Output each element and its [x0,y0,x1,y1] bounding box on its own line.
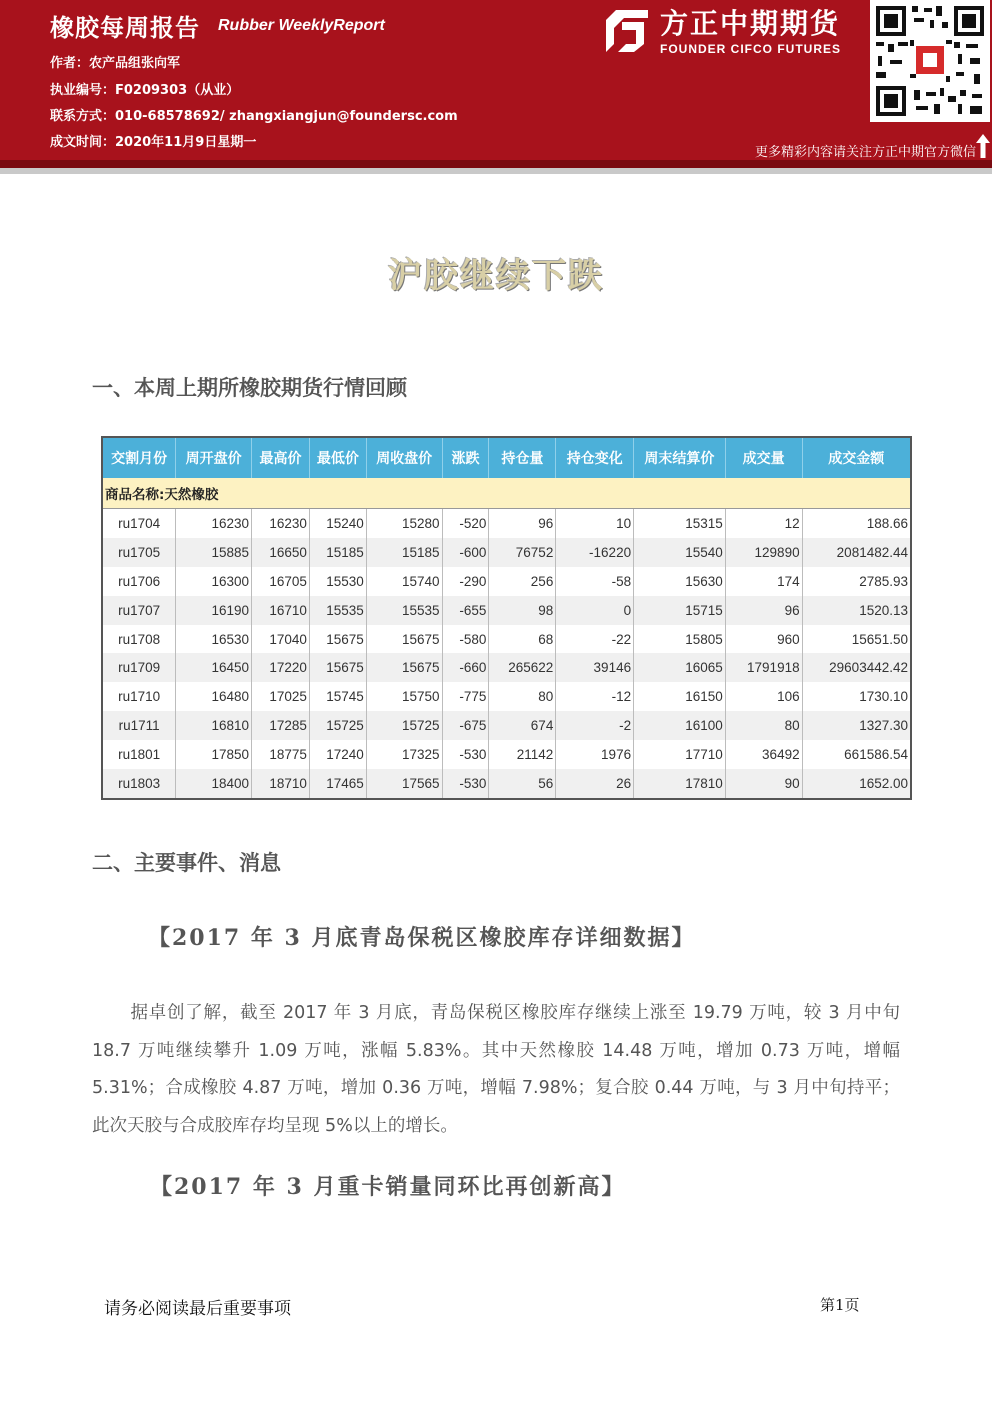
table-row [102,740,911,769]
table-row [102,625,911,654]
table-header-row [102,437,911,478]
footer-notice: 请务必阅读最后重要事项 [104,1299,291,1319]
table-cell: 16065 [634,653,726,682]
table-cell: -775 [442,682,489,711]
table-cell: 98 [489,596,556,625]
table-cell: -580 [442,625,489,654]
column-header[interactable]: 成交金额 [802,437,911,478]
table-cell: 12 [725,509,802,538]
table-cell: 76752 [489,538,556,567]
table-cell: 15185 [366,538,442,567]
table-cell: -290 [442,567,489,596]
table-row [102,538,911,567]
table-cell: 17240 [309,740,366,769]
table-cell: 174 [725,567,802,596]
company-name-en: FOUNDER CIFCO FUTURES [660,42,841,56]
table-cell: 15675 [309,625,366,654]
news-title-truck-sales: 【2017 年 3 月重卡销量同环比再创新高】 [150,1174,626,1200]
table-cell: 960 [725,625,802,654]
contract-cell: ru1708 [102,625,176,654]
header-divider [0,160,992,168]
table-cell: 15675 [366,625,442,654]
table-cell: -675 [442,711,489,740]
table-cell: 26 [556,769,634,799]
table-cell: 674 [489,711,556,740]
table-cell: -655 [442,596,489,625]
table-cell: -22 [556,625,634,654]
table-cell: 36492 [725,740,802,769]
table-cell: 15725 [309,711,366,740]
table-cell: 18775 [252,740,310,769]
table-cell: 16450 [176,653,252,682]
section-heading-market-review: 一、本周上期所橡胶期货行情回顾 [92,376,407,400]
category-row [102,478,911,509]
table-cell: 16810 [176,711,252,740]
table-cell: 96 [489,509,556,538]
table-cell: 15740 [366,567,442,596]
table-cell: 2081482.44 [802,538,911,567]
table-cell: 10 [556,509,634,538]
table-cell: 1976 [556,740,634,769]
table-cell: 1730.10 [802,682,911,711]
column-header[interactable]: 周开盘价 [176,437,252,478]
author-line: 作者：农产品组张向军 [50,56,181,71]
table-cell: 18710 [252,769,310,799]
table-cell: 15280 [366,509,442,538]
table-cell: 80 [725,711,802,740]
table-cell: -12 [556,682,634,711]
table-cell: 17850 [176,740,252,769]
table-cell: 16150 [634,682,726,711]
table-cell: 17285 [252,711,310,740]
page-number: 第1页 [820,1296,860,1314]
contract-cell: ru1709 [102,653,176,682]
table-cell: 16705 [252,567,310,596]
table-cell: 80 [489,682,556,711]
contract-cell: ru1704 [102,509,176,538]
page-title: 沪胶继续下跌 [388,256,604,296]
table-cell: 17710 [634,740,726,769]
company-name-cn: 方正中期期货 [660,7,841,40]
contract-cell: ru1711 [102,711,176,740]
table-cell: 16100 [634,711,726,740]
table-cell: -600 [442,538,489,567]
contract-cell: ru1707 [102,596,176,625]
column-header[interactable]: 最高价 [252,437,310,478]
table-cell: 15725 [366,711,442,740]
table-cell: 1791918 [725,653,802,682]
column-header[interactable]: 周末结算价 [634,437,726,478]
table-cell: 56 [489,769,556,799]
table-cell: 17465 [309,769,366,799]
company-logo-icon [604,8,650,54]
contract-cell: ru1803 [102,769,176,799]
table-cell: 15630 [634,567,726,596]
column-header[interactable]: 持仓变化 [556,437,634,478]
table-row [102,653,911,682]
table-cell: 661586.54 [802,740,911,769]
category-label: 商品名称:天然橡胶 [102,478,911,509]
table-cell: 15885 [176,538,252,567]
section-heading-news: 二、主要事件、消息 [92,851,281,875]
contract-cell: ru1705 [102,538,176,567]
futures-quote-table [101,436,912,800]
column-header[interactable]: 最低价 [309,437,366,478]
table-cell: 17325 [366,740,442,769]
table-cell: 2785.93 [802,567,911,596]
column-header[interactable]: 涨跌 [442,437,489,478]
contract-cell: ru1710 [102,682,176,711]
table-cell: 15535 [366,596,442,625]
column-header[interactable]: 持仓量 [489,437,556,478]
table-row [102,682,911,711]
contract-cell: ru1706 [102,567,176,596]
report-header [0,0,992,160]
table-cell: 15805 [634,625,726,654]
table-cell: 17040 [252,625,310,654]
table-row [102,567,911,596]
table-cell: 17810 [634,769,726,799]
table-cell: 15535 [309,596,366,625]
header-shadow-divider [0,168,992,174]
table-cell: 15651.50 [802,625,911,654]
table-row [102,711,911,740]
table-cell: 15715 [634,596,726,625]
column-header[interactable]: 成交量 [725,437,802,478]
table-cell: 0 [556,596,634,625]
table-cell: 15540 [634,538,726,567]
report-title-en: Rubber WeeklyReport [218,17,385,34]
table-cell: 16300 [176,567,252,596]
table-cell: -58 [556,567,634,596]
table-cell: 16230 [252,509,310,538]
table-cell: -520 [442,509,489,538]
wechat-qr-code-icon[interactable] [870,0,990,122]
table-cell: 15750 [366,682,442,711]
table-cell: 15185 [309,538,366,567]
follow-wechat-text: 更多精彩内容请关注方正中期官方微信 [754,145,976,160]
table-row [102,596,911,625]
table-cell: 16190 [176,596,252,625]
table-cell: 29603442.42 [802,653,911,682]
table-cell: 17565 [366,769,442,799]
news-paragraph-inventory: 据卓创了解，截至 2017 年 3 月底，青岛保税区橡胶库存继续上涨至 19.79 万吨，较 3 月中旬 18.7 万吨继续攀升 1.09 万吨，涨幅 5.83%。其中天然橡胶 14.48 万吨，增加 0.73 万吨，增幅 5.31%；合成橡胶 4.87 万吨，增加 0.36 万吨，增幅 7.98%；复合胶 0.44 万吨，与 3 月中旬持平；此次天胶与合成胶库存均呈现 5%以上的增长。 [92,1003,900,1136]
table-cell: 16710 [252,596,310,625]
table-cell: 96 [725,596,802,625]
table-cell: -530 [442,769,489,799]
date-line: 成文时间：2020年11月9日星期一 [50,135,257,150]
table-cell: 15675 [366,653,442,682]
table-cell: 15745 [309,682,366,711]
table-cell: 18400 [176,769,252,799]
table-cell: 256 [489,567,556,596]
table-cell: 39146 [556,653,634,682]
table-cell: 15675 [309,653,366,682]
column-header[interactable]: 交割月份 [102,437,176,478]
table-cell: 188.66 [802,509,911,538]
column-header[interactable]: 周收盘价 [366,437,442,478]
table-cell: 265622 [489,653,556,682]
table-cell: 16480 [176,682,252,711]
table-cell: 1652.00 [802,769,911,799]
table-cell: 16650 [252,538,310,567]
table-cell: -2 [556,711,634,740]
arrow-up-icon [976,134,990,158]
table-row [102,509,911,538]
table-cell: 15530 [309,567,366,596]
news-title-inventory: 【2017 年 3 月底青岛保税区橡胶库存详细数据】 [148,925,696,951]
table-cell: -530 [442,740,489,769]
table-row [102,769,911,799]
contact-line: 联系方式：010-68578692/ zhangxiangjun@foundersc.com [50,109,458,124]
table-cell: 16230 [176,509,252,538]
license-line: 执业编号：F0209303（从业） [50,83,240,98]
table-cell: 17025 [252,682,310,711]
table-cell: 90 [725,769,802,799]
report-title: 橡胶每周报告 [50,14,200,42]
table-cell: 21142 [489,740,556,769]
table-cell: 16530 [176,625,252,654]
table-cell: -16220 [556,538,634,567]
table-cell: -660 [442,653,489,682]
table-cell: 15315 [634,509,726,538]
contract-cell: ru1801 [102,740,176,769]
table-cell: 129890 [725,538,802,567]
table-cell: 68 [489,625,556,654]
table-cell: 106 [725,682,802,711]
table-cell: 17220 [252,653,310,682]
table-cell: 1520.13 [802,596,911,625]
table-cell: 1327.30 [802,711,911,740]
table-cell: 15240 [309,509,366,538]
